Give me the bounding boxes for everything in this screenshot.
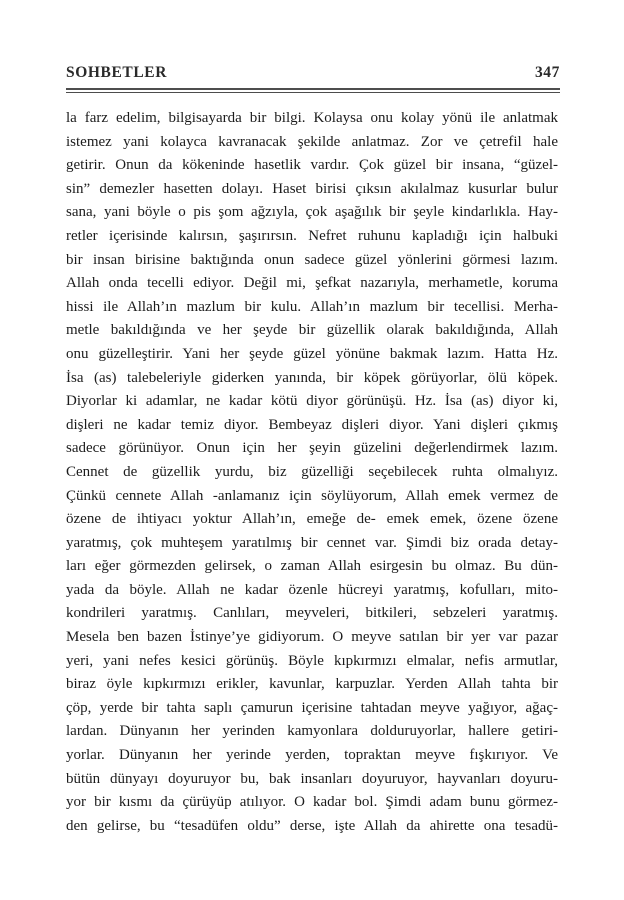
body-line: den gelirse, bu “tesadüfen oldu” derse, işte Allah da ahirette ona tesadü- bbox=[66, 817, 558, 834]
body-text bbox=[66, 107, 558, 838]
body-line: özene de ihtiyacı yoktur Allah’ın, emeğe de- emek emek, özene özene bbox=[66, 511, 558, 528]
body-line: lardan. Dünyanın her yerinden kamyonlara dolduruyorlar, hallere getiri- bbox=[66, 723, 558, 740]
body-line: hissi ile Allah’ın mazlum bir kulu. Allah’ın mazlum bir tecellisi. Merha- bbox=[66, 298, 558, 315]
chapter-title: SOHBETLER bbox=[66, 64, 168, 81]
running-head bbox=[66, 64, 560, 84]
body-line: onu güzelleştirir. Yani her şeyde güzel yönüne bakmak lazım. Hatta Hz. bbox=[66, 345, 558, 362]
body-line: kondrileri yaratmış. Canlıları, meyveleri, bitkileri, sebzeleri yaratmış. bbox=[66, 605, 558, 622]
body-line: bütün dünyayı doyuruyor bu, bak insanları doyuruyor, hayvanları doyuru- bbox=[66, 770, 558, 787]
body-line: Allah onda tecelli ediyor. Değil mi, şefkat nazarıyla, merhametle, koruma bbox=[66, 275, 558, 292]
body-line: İsa (as) talebeleriyle giderken yanında, bir köpek görüyorlar, ölü köpek. bbox=[66, 369, 558, 386]
page-number: 347 bbox=[534, 64, 560, 81]
body-line: yor bir kısmı da çürüyüp atılıyor. O kadar bol. Şimdi adam bunu görmez- bbox=[66, 794, 558, 811]
body-line: Mesela ben bazen İstinye’ye gidiyorum. O meyve satılan bir yer var pazar bbox=[66, 629, 558, 646]
body-line: sadece görünüyor. Onun için her şeyin güzelini değerlendirmek lazım. bbox=[66, 440, 558, 457]
body-line: metle bakıldığında ve her şeyde bir güzellik olarak bakıldığında, Allah bbox=[66, 322, 558, 339]
body-line: Çünkü cennete Allah -anlamanız için söylüyorum, Allah emek vermez de bbox=[66, 487, 558, 504]
body-line: getirir. Onun da kökeninde hasetlik vardır. Çok güzel bir insana, “güzel- bbox=[66, 157, 558, 174]
body-line: yeri, yani nefes kesici görünüş. Böyle kıpkırmızı elmalar, nefis armutlar, bbox=[66, 652, 558, 669]
body-line: sin” demezler hasetten dolayı. Haset birisi çıksın akılalmaz kusurlar bulur bbox=[66, 180, 558, 197]
header-divider bbox=[66, 88, 560, 93]
body-line: sana, yani böyle o pis şom ağzıyla, çok aşağılık bir şeyle kindarlıkla. Hay- bbox=[66, 204, 558, 221]
body-line: yorlar. Dünyanın her yerinde yerden, topraktan meyve fışkırıyor. Ve bbox=[66, 747, 558, 764]
body-line: istemez yani kolayca kavranacak şekilde anlatmaz. Zor ve çetrefil hale bbox=[66, 133, 558, 150]
body-line: dişleri ne kadar temiz diyor. Bembeyaz dişleri diyor. Yani dişleri çıkmış bbox=[66, 416, 558, 433]
body-line: biraz öyle kıpkırmızı erikler, kavunlar, karpuzlar. Yerden Allah tahta bir bbox=[66, 676, 558, 693]
body-line: la farz edelim, bilgisayarda bir bilgi. Kolaysa onu kolay yönü ile anlatmak bbox=[66, 110, 558, 126]
body-line: ları eğer görmezden gelirsek, o zaman Allah esirgesin bu olmaz. Bu dün- bbox=[66, 558, 558, 575]
body-line: retler içerisinde kalırsın, şaşırırsın. Nefret ruhunu kapladığı için halbuki bbox=[66, 227, 558, 244]
body-line: bir insan birisine baktığında onun sadece güzel yönlerini görmesi lazım. bbox=[66, 251, 558, 268]
body-line: Cennet de güzellik yurdu, biz güzelliği seçebilecek ruhta olmalıyız. bbox=[66, 463, 558, 480]
body-line: yaratmış, çok muhteşem yaratılmış bir cennet var. Şimdi biz orada detay- bbox=[66, 534, 558, 551]
body-line: yada da böyle. Allah ne kadar özenle hücreyi yaratmış, kofulları, mito- bbox=[66, 581, 558, 598]
body-line: çöp, yerde bir tahta saplı çamurun içerisine tahtadan meyve yağıyor, ağaç- bbox=[66, 699, 558, 716]
body-line: Diyorlar ki adamlar, ne kadar kötü diyor görünüşü. Hz. İsa (as) diyor ki, bbox=[66, 393, 558, 410]
